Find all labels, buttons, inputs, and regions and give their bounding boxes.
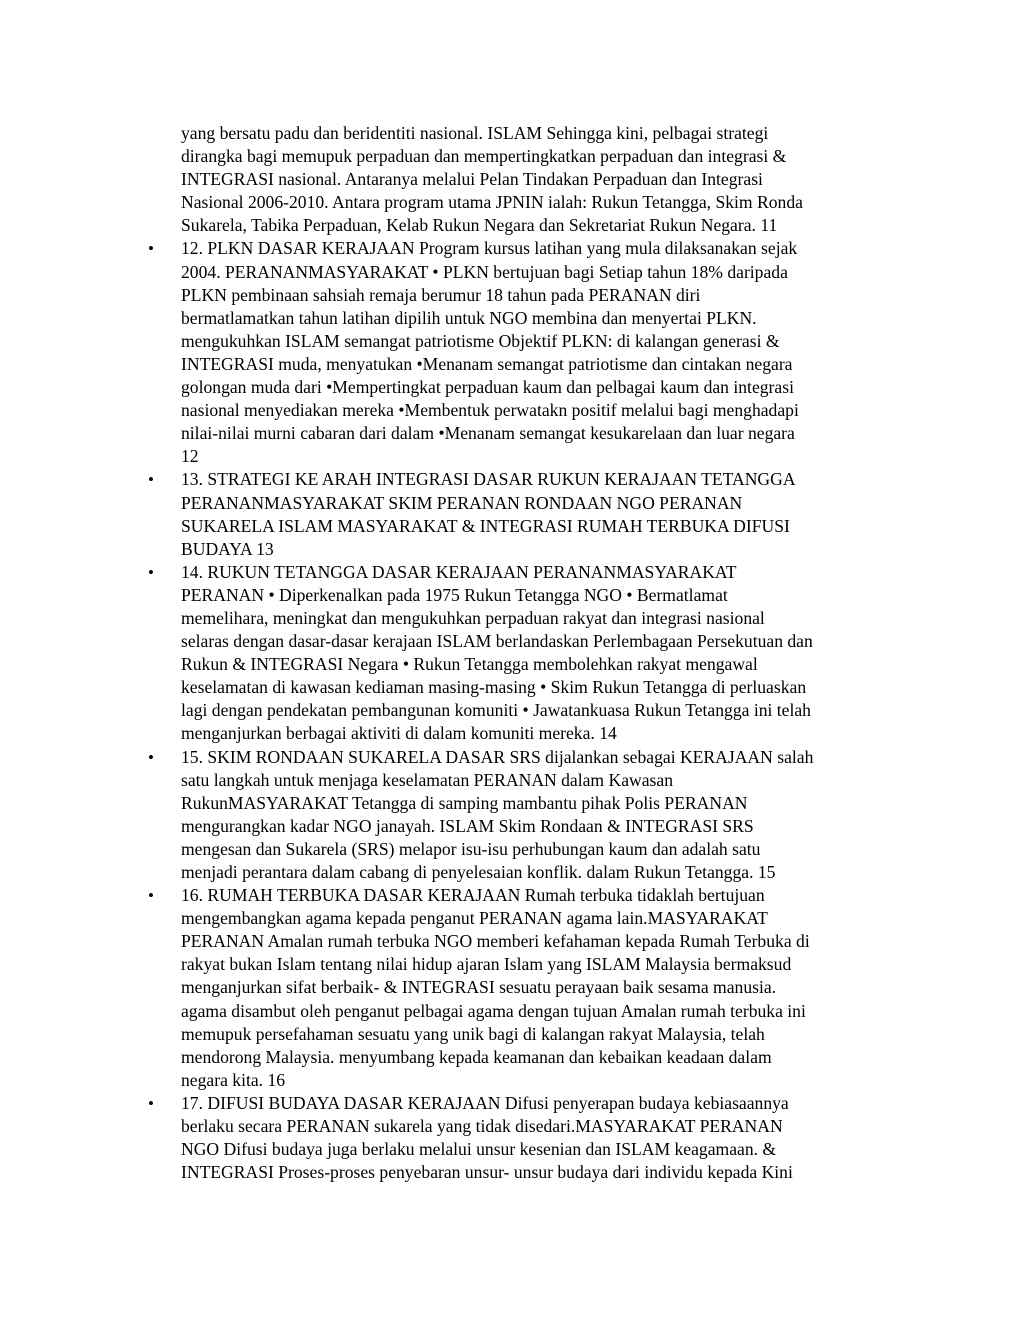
text-line: golongan muda dari •Mempertingkat perpaduan kaum dan pelbagai kaum dan integrasi (181, 377, 794, 398)
text-line: PERANANMASYARAKAT SKIM PERANAN RONDAAN NGO PERANAN (181, 492, 743, 513)
text-line: nilai-nilai murni cabaran dari dalam •Menanam semangat kesukarelaan dan luar negara (181, 423, 795, 444)
text-line: yang bersatu padu dan beridentiti nasional. ISLAM Sehingga kini, pelbagai strategi (181, 123, 769, 143)
bullet-icon: • (148, 562, 154, 582)
bullet-icon: • (148, 239, 154, 259)
text-line: RukunMASYARAKAT Tetangga di samping mambantu pihak Polis PERANAN (181, 792, 748, 813)
list-item (148, 1092, 906, 1184)
text-line: rakyat bukan Islam tentang nilai hidup ajaran Islam yang ISLAM Malaysia bermaksud (181, 954, 792, 975)
text-line: Rukun & INTEGRASI Negara • Rukun Tetangga membolehkan rakyat mengawal (181, 654, 758, 675)
text-line: bermatlamatkan tahun latihan dipilih untuk NGO membina dan menyertai PLKN. (181, 307, 757, 328)
list-item (148, 884, 906, 1092)
text-line: keselamatan di kawasan kediaman masing-masing • Skim Rukun Tetangga di perluaskan (181, 677, 807, 698)
text-line: mengesan dan Sukarela (SRS) melapor isu-isu perhubungan kaum dan adalah satu (181, 838, 761, 859)
text-line: mengembangkan agama kepada penganut PERANAN agama lain.MASYARAKAT (181, 908, 768, 929)
text-line: NGO Difusi budaya juga berlaku melalui unsur kesenian dan ISLAM keagamaan. & (181, 1139, 777, 1160)
text-line: PERANAN • Diperkenalkan pada 1975 Rukun Tetangga NGO • Bermatlamat (181, 584, 728, 605)
document-page (148, 122, 906, 1184)
bullet-icon: • (148, 470, 154, 490)
list-item (148, 561, 906, 746)
text-line: INTEGRASI Proses-proses penyebaran unsur- unsur budaya dari individu kepada Kini (181, 1162, 793, 1183)
list-item (148, 746, 906, 885)
text-line: mengukuhkan ISLAM semangat patriotisme Objektif PLKN: di kalangan generasi & (181, 330, 780, 351)
bullet-icon: • (148, 886, 154, 906)
text-line: negara kita. 16 (181, 1069, 286, 1090)
bullet-icon: • (148, 747, 154, 767)
text-line: 15. SKIM RONDAAN SUKARELA DASAR SRS dijalankan sebagai KERAJAAN salah (181, 746, 814, 767)
text-line: SUKARELA ISLAM MASYARAKAT & INTEGRASI RUMAH TERBUKA DIFUSI (181, 515, 790, 536)
list-item (148, 468, 906, 560)
text-line: berlaku secara PERANAN sukarela yang tidak disedari.MASYARAKAT PERANAN (181, 1116, 783, 1137)
text-line: INTEGRASI muda, menyatukan •Menanam semangat patriotisme dan cintakan negara (181, 353, 793, 374)
text-line: menjadi perantara dalam cabang di penyelesaian konflik. dalam Rukun Tetangga. 15 (181, 862, 776, 882)
text-line: lagi dengan pendekatan pembangunan komuniti • Jawatankuasa Rukun Tetangga ini telah (181, 700, 811, 721)
text-line: 16. RUMAH TERBUKA DASAR KERAJAAN Rumah terbuka tidaklah bertujuan (181, 885, 765, 906)
bullet-list (148, 237, 906, 1184)
text-line: mendorong Malaysia. menyumbang kepada keamanan dan kebaikan keadaan dalam (181, 1046, 772, 1067)
text-line: selaras dengan dasar-dasar kerajaan ISLAM berlandaskan Perlembagaan Persekutuan dan (181, 631, 813, 652)
text-line: satu langkah untuk menjaga keselamatan PERANAN dalam Kawasan (181, 769, 673, 790)
text-line: nasional menyediakan mereka •Membentuk perwatakn positif melalui bagi menghadapi (181, 400, 799, 421)
text-line: 14. RUKUN TETANGGA DASAR KERAJAAN PERANANMASYARAKAT (181, 561, 737, 582)
text-line: 17. DIFUSI BUDAYA DASAR KERAJAAN Difusi penyerapan budaya kebiasaannya (181, 1092, 789, 1113)
text-line: 13. STRATEGI KE ARAH INTEGRASI DASAR RUKUN KERAJAAN TETANGGA (181, 469, 796, 490)
text-line: memelihara, meningkat dan mengukuhkan perpaduan rakyat dan integrasi nasional (181, 607, 765, 628)
text-line: mengurangkan kadar NGO janayah. ISLAM Skim Rondaan & INTEGRASI SRS (181, 815, 754, 836)
text-line: dirangka bagi memupuk perpaduan dan mempertingkatkan perpaduan dan integrasi & (181, 146, 787, 167)
text-line: PLKN pembinaan sahsiah remaja berumur 18 tahun pada PERANAN diri (181, 284, 701, 305)
bullet-icon: • (148, 1093, 154, 1113)
text-line: 12. PLKN DASAR KERAJAAN Program kursus latihan yang mula dilaksanakan sejak (181, 238, 798, 259)
text-line: INTEGRASI nasional. Antaranya melalui Pelan Tindakan Perpaduan dan Integrasi (181, 169, 763, 190)
text-line: 2004. PERANANMASYARAKAT • PLKN bertujuan bagi Setiap tahun 18% daripada (181, 261, 788, 282)
intro-paragraph (181, 122, 906, 237)
text-line: 12 (181, 446, 199, 467)
text-line: Sukarela, Tabika Perpaduan, Kelab Rukun Negara dan Sekretariat Rukun Negara. 11 (181, 215, 778, 236)
text-line: memupuk persefahaman sesuatu yang unik bagi di kalangan rakyat Malaysia, telah (181, 1023, 765, 1044)
text-line: PERANAN Amalan rumah terbuka NGO memberi kefahaman kepada Rumah Terbuka di (181, 931, 810, 952)
text-line: agama disambut oleh penganut pelbagai agama dengan tujuan Amalan rumah terbuka ini (181, 1000, 806, 1021)
text-line: BUDAYA 13 (181, 538, 274, 559)
text-line: menganjurkan sifat berbaik- & INTEGRASI sesuatu perayaan baik sesama manusia. (181, 977, 777, 998)
list-item (148, 237, 906, 468)
text-line: menganjurkan berbagai aktiviti di dalam komuniti mereka. 14 (181, 723, 617, 744)
text-line: Nasional 2006-2010. Antara program utama JPNIN ialah: Rukun Tetangga, Skim Ronda (181, 192, 803, 213)
